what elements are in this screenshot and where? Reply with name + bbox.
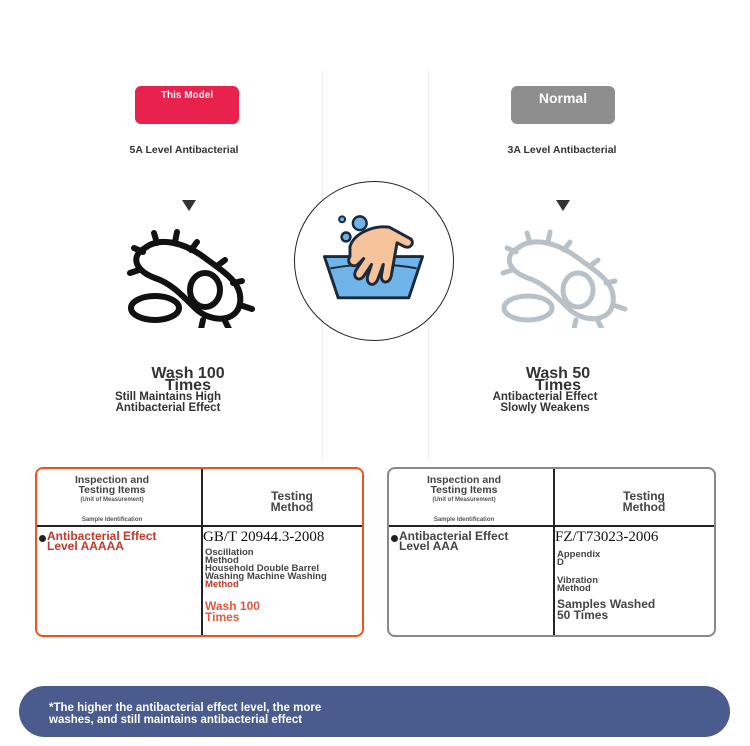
result-text: Samples Washed 50 Times bbox=[557, 597, 656, 622]
level-label: Antibacterial Effect Level AAAAA bbox=[47, 529, 157, 553]
table-divider bbox=[389, 525, 714, 527]
left-wash-title: Wash 100 Times bbox=[151, 365, 225, 394]
hand-washing-circle bbox=[294, 181, 454, 341]
testing-method-header: Testing Method bbox=[622, 489, 666, 514]
hand-washing-icon bbox=[295, 182, 452, 339]
method-text: Appendix D Vibration Method bbox=[557, 549, 601, 594]
left-spec-table bbox=[35, 467, 364, 637]
normal-badge-label: Normal bbox=[538, 90, 588, 106]
result-text: Wash 100 Times bbox=[205, 599, 260, 624]
bullet-dot bbox=[391, 535, 398, 542]
standard-code: FZ/T73023-2006 bbox=[555, 529, 659, 545]
inspection-header: Inspection and Testing Items (Unit of Measurement) Sample Identification bbox=[74, 474, 150, 523]
down-arrow-icon bbox=[182, 200, 196, 211]
table-divider bbox=[37, 525, 362, 527]
table-divider bbox=[201, 469, 203, 635]
right-level-label: 3A Level Antibacterial bbox=[507, 144, 617, 156]
testing-method-header: Testing Method bbox=[270, 489, 314, 514]
footer-note: *The higher the antibacterial effect level, the more washes, and still maintains antibacterial effect bbox=[19, 686, 730, 737]
bacteria-icon bbox=[125, 228, 255, 328]
bacteria-icon-faded bbox=[498, 228, 628, 328]
normal-badge bbox=[511, 86, 615, 124]
level-label: Antibacterial Effect Level AAA bbox=[399, 529, 509, 553]
right-wash-subtitle: Antibacterial Effect Slowly Weakens bbox=[492, 391, 598, 414]
left-wash-subtitle: Still Maintains High Antibacterial Effect bbox=[114, 391, 222, 414]
down-arrow-icon bbox=[556, 200, 570, 211]
this-model-badge bbox=[135, 86, 239, 124]
method-text: Oscillation Method Household Double Barrel Washing Machine Washing Method bbox=[205, 547, 327, 590]
right-spec-table bbox=[387, 467, 716, 637]
left-level-label: 5A Level Antibacterial bbox=[129, 144, 239, 156]
this-model-badge-label: This Model bbox=[160, 90, 214, 101]
standard-code: GB/T 20944.3-2008 bbox=[203, 529, 325, 545]
table-divider bbox=[553, 469, 555, 635]
right-wash-title: Wash 50 Times bbox=[525, 365, 591, 394]
bullet-dot bbox=[39, 535, 46, 542]
inspection-header: Inspection and Testing Items (Unit of Measurement) Sample Identification bbox=[426, 474, 502, 523]
